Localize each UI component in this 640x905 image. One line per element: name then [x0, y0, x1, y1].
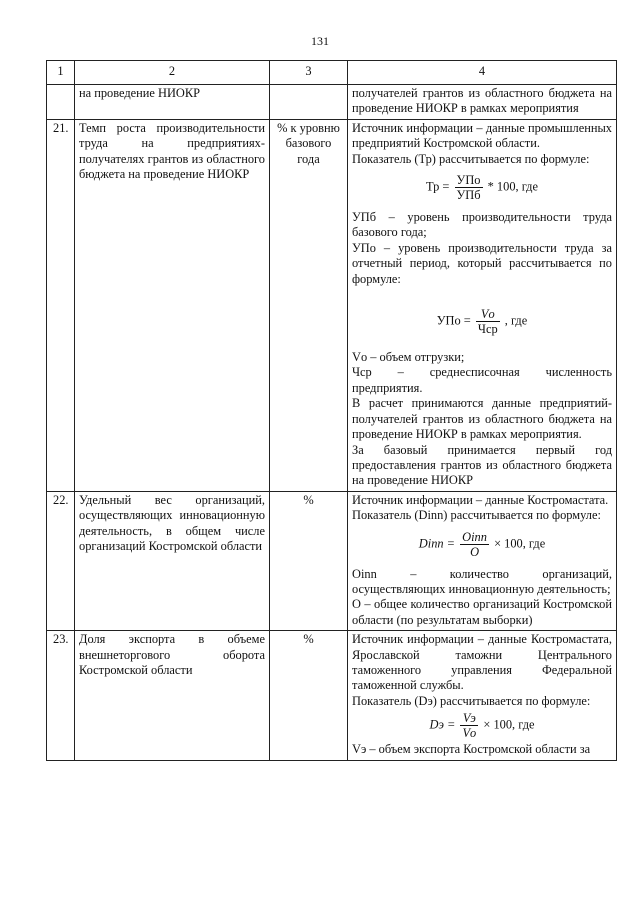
formula-intro: Показатель (Dэ) рассчитывается по формуле:	[352, 693, 591, 708]
formula-numerator: Vо	[476, 307, 500, 322]
formula-rhs: × 100, где	[483, 717, 535, 732]
formula-fraction	[455, 173, 483, 202]
method-cell	[348, 119, 617, 491]
table-row	[47, 119, 617, 491]
definition-text: УПо – уровень производительности труда за отчетный период, который рассчитывается по формуле:	[352, 240, 612, 286]
formula-intro: Показатель (Тр) рассчитывается по формуле:	[352, 151, 590, 166]
indicators-table	[46, 60, 617, 761]
formula-numerator: Vэ	[460, 711, 478, 726]
indicator-name-cell: на проведение НИОКР	[75, 85, 270, 120]
unit-cell: %	[270, 631, 348, 760]
formula-upo	[352, 307, 612, 336]
definition-text: Oinn – количество организаций, осуществляющих инновационную деятельность;	[352, 566, 612, 596]
formula-intro: Показатель (Dinn) рассчитывается по формуле:	[352, 508, 601, 523]
indicator-name-cell: Темп роста производительности труда на предприятиях-получателях грантов из областного бюджета на проведение НИОКР	[75, 119, 270, 491]
unit-cell	[270, 85, 348, 120]
row-number-cell: 23.	[47, 631, 75, 760]
definition-text: O – общее количество организаций Костромской области (по результатам выборки)	[352, 597, 612, 627]
formula-fraction	[460, 711, 478, 740]
table-row	[47, 491, 617, 630]
formula-lhs: Dэ =	[429, 717, 456, 732]
column-header-1: 1	[47, 61, 75, 85]
formula-numerator: Oinn	[462, 529, 487, 544]
formula-denominator: O	[470, 544, 480, 559]
column-header-3: 3	[270, 61, 348, 85]
formula-denominator: Vо	[462, 726, 477, 741]
column-header-2: 2	[75, 61, 270, 85]
definition-text: Чср – среднесписочная численность предприятия.	[352, 365, 612, 395]
definition-text: УПб – уровень производительности труда базового года;	[352, 210, 612, 240]
formula-denominator: УПб	[456, 188, 481, 203]
formula-dinn	[352, 530, 612, 559]
formula-lhs: УПо =	[436, 313, 471, 328]
source-text: Источник информации – данные Костромастата.	[352, 492, 609, 507]
formula-fraction	[476, 307, 500, 336]
method-cell	[348, 491, 617, 630]
method-cell: получателей грантов из областного бюджета на проведение НИОКР в рамках мероприятия	[348, 85, 617, 120]
unit-cell: %	[270, 491, 348, 630]
note-text: За базовый принимается первый год предоставления грантов из областного бюджета на проведение НИОКР	[352, 442, 612, 488]
formula-fraction	[460, 530, 489, 559]
indicator-name-cell: Удельный вес организаций, осуществляющих инновационную деятельность, в общем числе организаций Костромской области	[75, 491, 270, 630]
table-header-row	[47, 61, 617, 85]
definition-text: Vэ – объем экспорта Костромской области за	[352, 742, 591, 757]
page-number: 131	[311, 34, 329, 48]
table-row-continuation	[47, 85, 617, 120]
formula-rhs: × 100, где	[494, 535, 546, 550]
formula-rhs: * 100, где	[487, 179, 538, 194]
source-text: Источник информации – данные Костромастата, Ярославской таможни Центрального таможенного управления Федеральной таможенной службы.	[352, 632, 612, 693]
note-text: В расчет принимаются данные предприятий-получателей грантов из областного бюджета на проведение НИОКР в рамках мероприятия.	[352, 396, 612, 442]
formula-numerator: УПо	[455, 173, 483, 188]
formula-tr	[352, 173, 612, 202]
formula-lhs: Dinn =	[418, 535, 456, 550]
definition-text: Vо – объем отгрузки;	[352, 350, 465, 365]
method-cell	[348, 631, 617, 760]
table-row	[47, 631, 617, 760]
row-number-cell	[47, 85, 75, 120]
formula-de	[352, 711, 612, 740]
formula-lhs: Тр =	[426, 179, 450, 194]
column-header-4: 4	[348, 61, 617, 85]
formula-rhs: , где	[504, 313, 528, 328]
indicator-name-cell: Доля экспорта в объеме внешнеторгового оборота Костромской области	[75, 631, 270, 760]
formula-denominator: Чср	[477, 322, 498, 337]
unit-cell: % к уровню базового года	[270, 119, 348, 491]
row-number-cell: 22.	[47, 491, 75, 630]
source-text: Источник информации – данные промышленных предприятий Костромской области.	[352, 120, 612, 151]
row-number-cell: 21.	[47, 119, 75, 491]
